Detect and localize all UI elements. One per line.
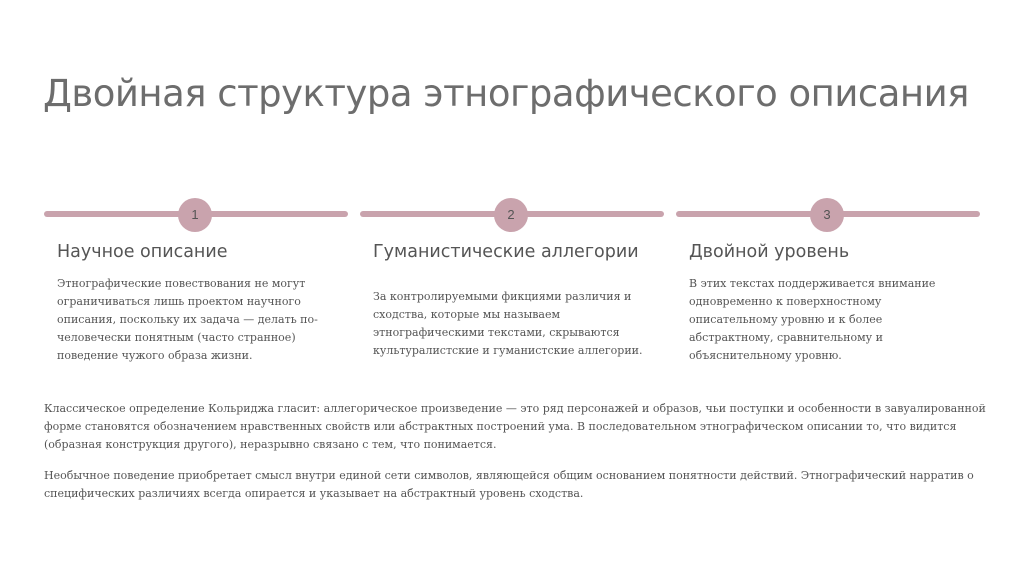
page-title: Двойная структура этнографического описания: [43, 72, 969, 115]
step-heading-1: Научное описание: [57, 242, 228, 262]
step-text-3: В этих текстах поддерживается внимание одновременно к поверхностному описательному уровню и к более абстрактному, сравнительному и объяснительному уровню.: [689, 277, 936, 362]
step-text-2: За контролируемыми фикциями различия и сходства, которые мы называем этнографическими текстами, скрываются культуралистские и гуманистские аллегории.: [373, 290, 643, 357]
body-paragraph-1: Классическое определение Кольриджа гласит: аллегорическое произведение — это ряд персонажей и образов, чьи поступки и особенности в завуалированной форме становятся обозначением нравственных свойств или абстрактных построений ума. В последовательном этнографическом описании то, что видится (образная конструкция другого), неразрывно связано с тем, что понимается.: [44, 402, 986, 451]
step-text-1: Этнографические повествования не могут ограничиваться лишь проектом научного описания, поскольку их задача — делать по-человечески понятным (часто странное) поведение чужого образа жизни.: [57, 277, 318, 362]
step-heading-3: Двойной уровень: [689, 242, 850, 262]
step-heading-2: Гуманистические аллегории: [373, 242, 639, 262]
step-number-badge-1: 1: [178, 198, 212, 232]
body-paragraph-2: Необычное поведение приобретает смысл внутри единой сети символов, являющейся общим основанием понятности действий. Этнографический нарратив о специфических различиях всегда опирается и указывает на абстрактный уровень сходства.: [44, 469, 974, 500]
step-number-badge-2: 2: [494, 198, 528, 232]
step-number-badge-3: 3: [810, 198, 844, 232]
